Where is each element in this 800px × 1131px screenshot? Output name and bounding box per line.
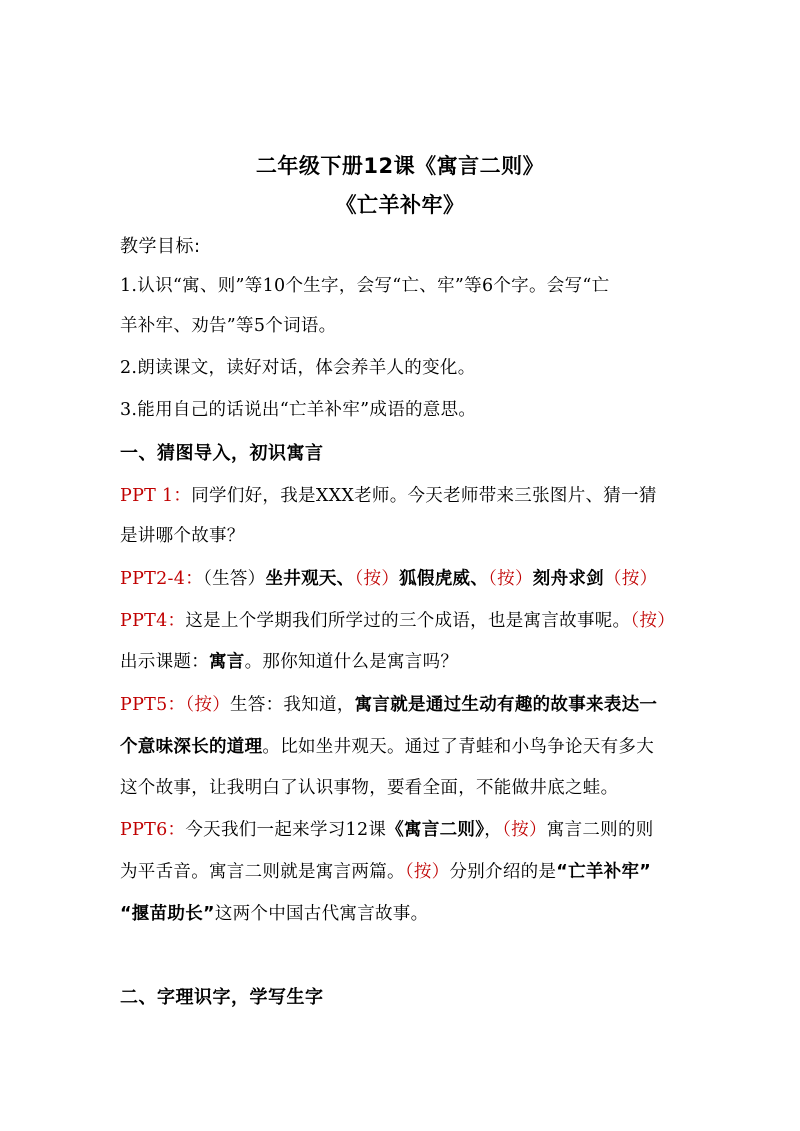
ppt1-line (120, 484, 690, 508)
ppt6-line (120, 818, 690, 842)
ppt5-label: PPT5： (120, 695, 186, 715)
ppt6-text: 分别介绍的是 (449, 862, 557, 882)
ppt4-line-2 (120, 650, 690, 674)
ppt4-text: 这是上个学期我们所学过的三个成语，也是寓言故事呢。 (185, 611, 631, 631)
ppt6-label: PPT6： (120, 820, 186, 840)
goal-line: 1.认识“寓、则”等10个生字，会写“亡、牢”等6个字。会写“亡 (120, 276, 610, 296)
ppt6-line-2 (120, 860, 690, 884)
idiom-item: 狐假虎威、 (399, 569, 489, 589)
ppt5-line-2 (120, 735, 690, 759)
section2-heading: 二、字理识字，学写生字 (120, 987, 324, 1008)
goal-line: 3.能用自己的话说出“亡羊补牢”成语的意思。 (120, 400, 477, 420)
ppt2-4-label: PPT2-4： (120, 569, 204, 589)
idiom-item: 刻舟求剑 (532, 569, 604, 589)
ppt1-line-2: 是讲哪个故事？ (120, 526, 245, 546)
ppt6-line-3 (120, 902, 690, 926)
ppt5-line (120, 693, 690, 717)
press-marker: （按） (354, 569, 400, 589)
ppt1-label: PPT 1： (120, 486, 192, 506)
ppt5-bold-text: 个意味深长的道理 (120, 737, 263, 757)
press-marker: （按） (502, 820, 547, 840)
ppt2-4-line (120, 567, 690, 591)
ppt4-bold-text: 寓言 (209, 652, 245, 672)
ppt6-text: ， (484, 820, 503, 840)
ppt6-text: 为平舌音。寓言二则就是寓言两篇。 (120, 862, 405, 882)
idiom-item: 坐井观天、 (265, 569, 355, 589)
ppt4-label: PPT4： (120, 611, 186, 631)
ppt6-text: 这两个中国古代寓言故事。 (214, 904, 429, 924)
press-marker: （按） (185, 695, 231, 715)
ppt5-bold-text: 寓言就是通过生动有趣的故事来表达一 (354, 695, 658, 715)
goal-line: 羊补牢、劝告”等5个词语。 (120, 316, 337, 336)
document-title: 二年级下册12课《寓言二则》 (255, 154, 545, 178)
press-marker: （按） (488, 569, 533, 589)
section1-heading: 一、猜图导入，初识寓言 (120, 443, 324, 464)
ppt1-text: 同学们好，我是XXX老师。今天老师带来三张图片、猜一猜 (191, 486, 657, 506)
goals-heading: 教学目标: (120, 236, 201, 257)
ppt4-text: 出示课题： (120, 652, 209, 672)
ppt4-line (120, 609, 690, 633)
press-marker: （按） (404, 862, 450, 882)
goal-line: 2.朗读课文，读好对话，体会养羊人的变化。 (120, 358, 476, 378)
ppt5-text: 。比如坐井观天。通过了青蛙和小鸟争论天有多大 (262, 737, 655, 757)
ppt6-bold-text: 《寓言二则》 (386, 820, 485, 840)
ppt4-text: 。那你知道什么是寓言吗？ (244, 652, 459, 672)
ppt5-line-3: 这个故事，让我明白了认识事物，要看全面，不能做井底之蛙。 (120, 778, 619, 798)
press-marker: （按） (603, 569, 658, 589)
ppt6-text: 今天我们一起来学习12课 (185, 820, 387, 840)
ppt6-text: 寓言二则的则 (546, 820, 654, 840)
ppt6-bold-text: “揠苗助长” (120, 904, 215, 924)
ppt6-bold-text: “亡羊补牢” (556, 862, 652, 882)
ppt5-text: 生答：我知道， (230, 695, 355, 715)
student-answer-text: （生答） (203, 569, 266, 589)
press-marker: （按） (630, 611, 676, 631)
document-subtitle: 《亡羊补牢》 (335, 193, 465, 217)
